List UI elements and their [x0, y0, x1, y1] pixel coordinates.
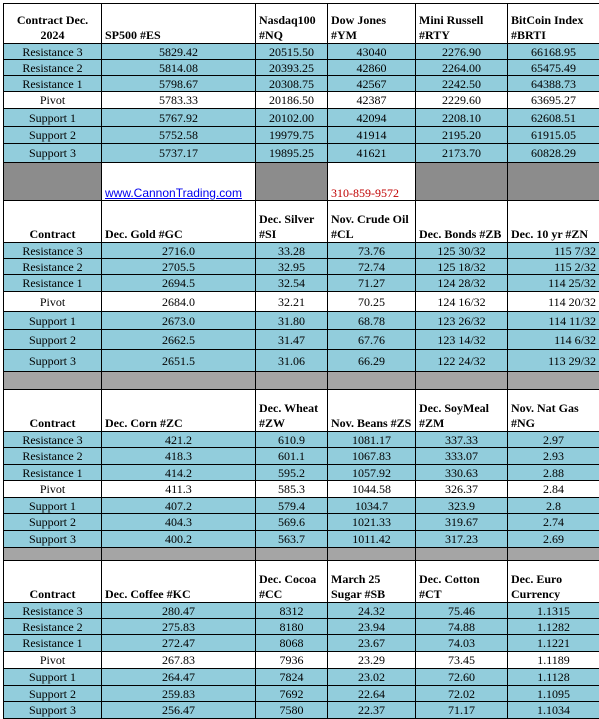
level-value: 20515.50: [256, 44, 328, 60]
column-header: BitCoin Index #BRTI: [508, 4, 599, 44]
level-value: 67.76: [328, 330, 416, 350]
separator-cell: [508, 548, 599, 561]
level-value: 22.37: [328, 702, 416, 719]
level-value: 2173.70: [416, 144, 508, 163]
level-value: 5737.17: [102, 144, 256, 163]
level-label: Resistance 1: [4, 465, 102, 481]
separator-cell: [4, 548, 102, 561]
level-value: 41621: [328, 144, 416, 163]
row-resistance-1: [4, 76, 599, 92]
level-label: Resistance 2: [4, 619, 102, 635]
level-value: 2662.5: [102, 330, 256, 350]
column-header: Dow Jones #YM: [328, 4, 416, 44]
level-value: 411.3: [102, 481, 256, 498]
separator-cell: [416, 548, 508, 561]
column-header: Mini Russell #RTY: [416, 4, 508, 44]
row-resistance-1: [4, 635, 599, 652]
level-value: 5752.58: [102, 127, 256, 144]
level-value: 2.69: [508, 531, 599, 548]
level-value: 8312: [256, 603, 328, 619]
level-value: 2208.10: [416, 109, 508, 127]
level-value: 125 30/32: [416, 243, 508, 259]
level-value: 19979.75: [256, 127, 328, 144]
separator-cell: [256, 372, 328, 390]
level-value: 2.8: [508, 498, 599, 514]
level-value: 7824: [256, 669, 328, 686]
level-label: Support 2: [4, 686, 102, 702]
level-value: 42567: [328, 76, 416, 92]
row-resistance-2: [4, 60, 599, 76]
level-value: 421.2: [102, 432, 256, 448]
banner-link-cell: [102, 163, 256, 201]
row-resistance-1: [4, 275, 599, 292]
row-pivot: [4, 652, 599, 669]
level-value: 259.83: [102, 686, 256, 702]
contract-label: Contract: [4, 561, 102, 603]
level-value: 2242.50: [416, 76, 508, 92]
row-support-1: [4, 669, 599, 686]
level-value: 400.2: [102, 531, 256, 548]
row-support-2: [4, 514, 599, 531]
banner-cell: [508, 163, 599, 201]
separator-cell: [508, 372, 599, 390]
level-value: 23.02: [328, 669, 416, 686]
level-value: 61915.05: [508, 127, 599, 144]
level-value: 31.06: [256, 350, 328, 372]
level-value: 66168.95: [508, 44, 599, 60]
level-value: 595.2: [256, 465, 328, 481]
row-support-1: [4, 312, 599, 330]
level-value: 1067.83: [328, 448, 416, 465]
level-value: 2.93: [508, 448, 599, 465]
level-value: 1021.33: [328, 514, 416, 531]
row-resistance-2: [4, 619, 599, 635]
level-value: 32.21: [256, 292, 328, 312]
level-label: Pivot: [4, 652, 102, 669]
level-value: 404.3: [102, 514, 256, 531]
row-pivot: [4, 92, 599, 109]
level-value: 73.76: [328, 243, 416, 259]
column-header: Nov. Crude Oil #CL: [328, 201, 416, 243]
level-value: 585.3: [256, 481, 328, 498]
level-label: Support 2: [4, 330, 102, 350]
row-resistance-2: [4, 448, 599, 465]
level-value: 275.83: [102, 619, 256, 635]
contract-label: Contract: [4, 201, 102, 243]
row-support-2: [4, 686, 599, 702]
column-header: Dec. Corn #ZC: [102, 390, 256, 432]
level-label: Pivot: [4, 481, 102, 498]
level-value: 32.95: [256, 259, 328, 275]
level-value: 2673.0: [102, 312, 256, 330]
row-pivot: [4, 481, 599, 498]
level-value: 125 18/32: [416, 259, 508, 275]
level-value: 2651.5: [102, 350, 256, 372]
level-value: 122 24/32: [416, 350, 508, 372]
level-value: 610.9: [256, 432, 328, 448]
level-label: Support 3: [4, 144, 102, 163]
level-value: 64388.73: [508, 76, 599, 92]
level-value: 2684.0: [102, 292, 256, 312]
level-value: 2.84: [508, 481, 599, 498]
level-value: 20393.25: [256, 60, 328, 76]
level-value: 42094: [328, 109, 416, 127]
level-value: 114 11/32: [508, 312, 599, 330]
level-value: 601.1: [256, 448, 328, 465]
banner-row: [4, 163, 599, 201]
separator-cell: [102, 548, 256, 561]
level-value: 5814.08: [102, 60, 256, 76]
level-label: Pivot: [4, 292, 102, 312]
row-support-1: [4, 498, 599, 514]
level-value: 326.37: [416, 481, 508, 498]
level-value: 65475.49: [508, 60, 599, 76]
level-value: 31.47: [256, 330, 328, 350]
column-header: Nasdaq100 #NQ: [256, 4, 328, 44]
level-label: Resistance 1: [4, 635, 102, 652]
level-value: 267.83: [102, 652, 256, 669]
block-header-row: [4, 4, 599, 44]
level-value: 24.32: [328, 603, 416, 619]
separator-cell: [256, 548, 328, 561]
level-value: 8068: [256, 635, 328, 652]
level-value: 2229.60: [416, 92, 508, 109]
level-value: 1.1315: [508, 603, 599, 619]
level-value: 337.33: [416, 432, 508, 448]
level-value: 333.07: [416, 448, 508, 465]
level-label: Support 2: [4, 514, 102, 531]
level-label: Support 1: [4, 109, 102, 127]
level-label: Resistance 2: [4, 60, 102, 76]
level-value: 23.67: [328, 635, 416, 652]
column-header: Dec. Bonds #ZB: [416, 201, 508, 243]
column-header: Dec. Cocoa #CC: [256, 561, 328, 603]
level-value: 280.47: [102, 603, 256, 619]
level-value: 256.47: [102, 702, 256, 719]
level-label: Resistance 2: [4, 259, 102, 275]
level-value: 5767.92: [102, 109, 256, 127]
level-label: Support 1: [4, 312, 102, 330]
level-value: 5798.67: [102, 76, 256, 92]
level-value: 2.97: [508, 432, 599, 448]
block-header-row: [4, 390, 599, 432]
level-label: Support 3: [4, 531, 102, 548]
level-value: 1081.17: [328, 432, 416, 448]
row-resistance-3: [4, 243, 599, 259]
level-value: 22.64: [328, 686, 416, 702]
level-value: 73.45: [416, 652, 508, 669]
level-label: Resistance 1: [4, 275, 102, 292]
column-header: Dec. Wheat #ZW: [256, 390, 328, 432]
row-support-3: [4, 144, 599, 163]
level-value: 114 6/32: [508, 330, 599, 350]
column-header: Nov. Beans #ZS: [328, 390, 416, 432]
level-value: 2694.5: [102, 275, 256, 292]
level-value: 43040: [328, 44, 416, 60]
level-value: 23.94: [328, 619, 416, 635]
level-value: 2.74: [508, 514, 599, 531]
row-support-3: [4, 531, 599, 548]
level-value: 74.03: [416, 635, 508, 652]
website-link[interactable]: www.CannonTrading.com: [105, 186, 242, 200]
level-value: 71.17: [416, 702, 508, 719]
level-value: 115 2/32: [508, 259, 599, 275]
level-value: 569.6: [256, 514, 328, 531]
level-value: 75.46: [416, 603, 508, 619]
phone-number: 310-859-9572: [331, 186, 399, 200]
column-header: Dec. Gold #GC: [102, 201, 256, 243]
banner-phone-cell: [328, 163, 416, 201]
level-value: 1057.92: [328, 465, 416, 481]
column-header: Dec. Cotton #CT: [416, 561, 508, 603]
level-value: 66.29: [328, 350, 416, 372]
level-label: Resistance 1: [4, 76, 102, 92]
level-value: 2716.0: [102, 243, 256, 259]
level-value: 124 28/32: [416, 275, 508, 292]
row-support-3: [4, 702, 599, 719]
contract-label: Contract: [4, 390, 102, 432]
row-support-3: [4, 350, 599, 372]
row-resistance-1: [4, 465, 599, 481]
level-value: 19895.25: [256, 144, 328, 163]
level-value: 2195.20: [416, 127, 508, 144]
level-value: 2276.90: [416, 44, 508, 60]
level-value: 60828.29: [508, 144, 599, 163]
level-value: 1044.58: [328, 481, 416, 498]
banner-cell: [256, 163, 328, 201]
column-header: Dec. Euro Currency: [508, 561, 599, 603]
level-label: Pivot: [4, 92, 102, 109]
level-value: 72.02: [416, 686, 508, 702]
level-label: Support 1: [4, 498, 102, 514]
column-header: Dec. Silver #SI: [256, 201, 328, 243]
level-value: 7580: [256, 702, 328, 719]
level-value: 123 14/32: [416, 330, 508, 350]
level-label: Resistance 3: [4, 603, 102, 619]
row-resistance-2: [4, 259, 599, 275]
separator-cell: [416, 372, 508, 390]
column-header: Dec. Coffee #KC: [102, 561, 256, 603]
level-value: 33.28: [256, 243, 328, 259]
level-value: 330.63: [416, 465, 508, 481]
level-value: 2705.5: [102, 259, 256, 275]
level-value: 317.23: [416, 531, 508, 548]
level-value: 1.1282: [508, 619, 599, 635]
level-value: 579.4: [256, 498, 328, 514]
level-value: 113 29/32: [508, 350, 599, 372]
level-value: 31.80: [256, 312, 328, 330]
level-value: 5829.42: [102, 44, 256, 60]
level-value: 62608.51: [508, 109, 599, 127]
level-value: 1.1189: [508, 652, 599, 669]
column-header: March 25 Sugar #SB: [328, 561, 416, 603]
level-value: 20102.00: [256, 109, 328, 127]
level-value: 319.67: [416, 514, 508, 531]
column-header: Dec. 10 yr #ZN: [508, 201, 599, 243]
level-label: Support 3: [4, 702, 102, 719]
level-value: 563.7: [256, 531, 328, 548]
level-value: 23.29: [328, 652, 416, 669]
level-value: 272.47: [102, 635, 256, 652]
level-label: Support 1: [4, 669, 102, 686]
banner-cell: [416, 163, 508, 201]
level-label: Resistance 2: [4, 448, 102, 465]
level-value: 114 25/32: [508, 275, 599, 292]
banner-cell: [4, 163, 102, 201]
separator-row: [4, 372, 599, 390]
row-support-2: [4, 330, 599, 350]
level-label: Resistance 3: [4, 432, 102, 448]
level-value: 1.1095: [508, 686, 599, 702]
level-label: Support 3: [4, 350, 102, 372]
level-label: Resistance 3: [4, 243, 102, 259]
level-value: 20308.75: [256, 76, 328, 92]
level-value: 1.1221: [508, 635, 599, 652]
column-header: SP500 #ES: [102, 4, 256, 44]
row-resistance-3: [4, 432, 599, 448]
level-value: 7692: [256, 686, 328, 702]
contract-label: Contract Dec. 2024: [4, 4, 102, 44]
level-value: 5783.33: [102, 92, 256, 109]
level-value: 2264.00: [416, 60, 508, 76]
level-value: 114 20/32: [508, 292, 599, 312]
level-value: 41914: [328, 127, 416, 144]
separator-cell: [102, 372, 256, 390]
level-value: 414.2: [102, 465, 256, 481]
block-header-row: [4, 201, 599, 243]
level-value: 74.88: [416, 619, 508, 635]
level-value: 124 16/32: [416, 292, 508, 312]
level-value: 7936: [256, 652, 328, 669]
level-value: 1.1128: [508, 669, 599, 686]
row-support-1: [4, 109, 599, 127]
row-support-2: [4, 127, 599, 144]
level-value: 71.27: [328, 275, 416, 292]
column-header: Dec. SoyMeal #ZM: [416, 390, 508, 432]
level-value: 72.60: [416, 669, 508, 686]
level-value: 115 7/32: [508, 243, 599, 259]
level-value: 407.2: [102, 498, 256, 514]
level-value: 32.54: [256, 275, 328, 292]
column-header: Nov. Nat Gas #NG: [508, 390, 599, 432]
level-value: 70.25: [328, 292, 416, 312]
block-header-row: [4, 561, 599, 603]
separator-cell: [328, 548, 416, 561]
level-label: Support 2: [4, 127, 102, 144]
level-value: 2.88: [508, 465, 599, 481]
level-value: 68.78: [328, 312, 416, 330]
separator-cell: [328, 372, 416, 390]
level-value: 123 26/32: [416, 312, 508, 330]
separator-row: [4, 548, 599, 561]
level-value: 72.74: [328, 259, 416, 275]
level-value: 264.47: [102, 669, 256, 686]
level-value: 20186.50: [256, 92, 328, 109]
level-label: Resistance 3: [4, 44, 102, 60]
row-resistance-3: [4, 603, 599, 619]
levels-table: [3, 3, 599, 719]
row-pivot: [4, 292, 599, 312]
level-value: 323.9: [416, 498, 508, 514]
level-value: 1011.42: [328, 531, 416, 548]
level-value: 418.3: [102, 448, 256, 465]
level-value: 1.1034: [508, 702, 599, 719]
level-value: 63695.27: [508, 92, 599, 109]
level-value: 8180: [256, 619, 328, 635]
row-resistance-3: [4, 44, 599, 60]
level-value: 1034.7: [328, 498, 416, 514]
level-value: 42860: [328, 60, 416, 76]
separator-cell: [4, 372, 102, 390]
level-value: 42387: [328, 92, 416, 109]
